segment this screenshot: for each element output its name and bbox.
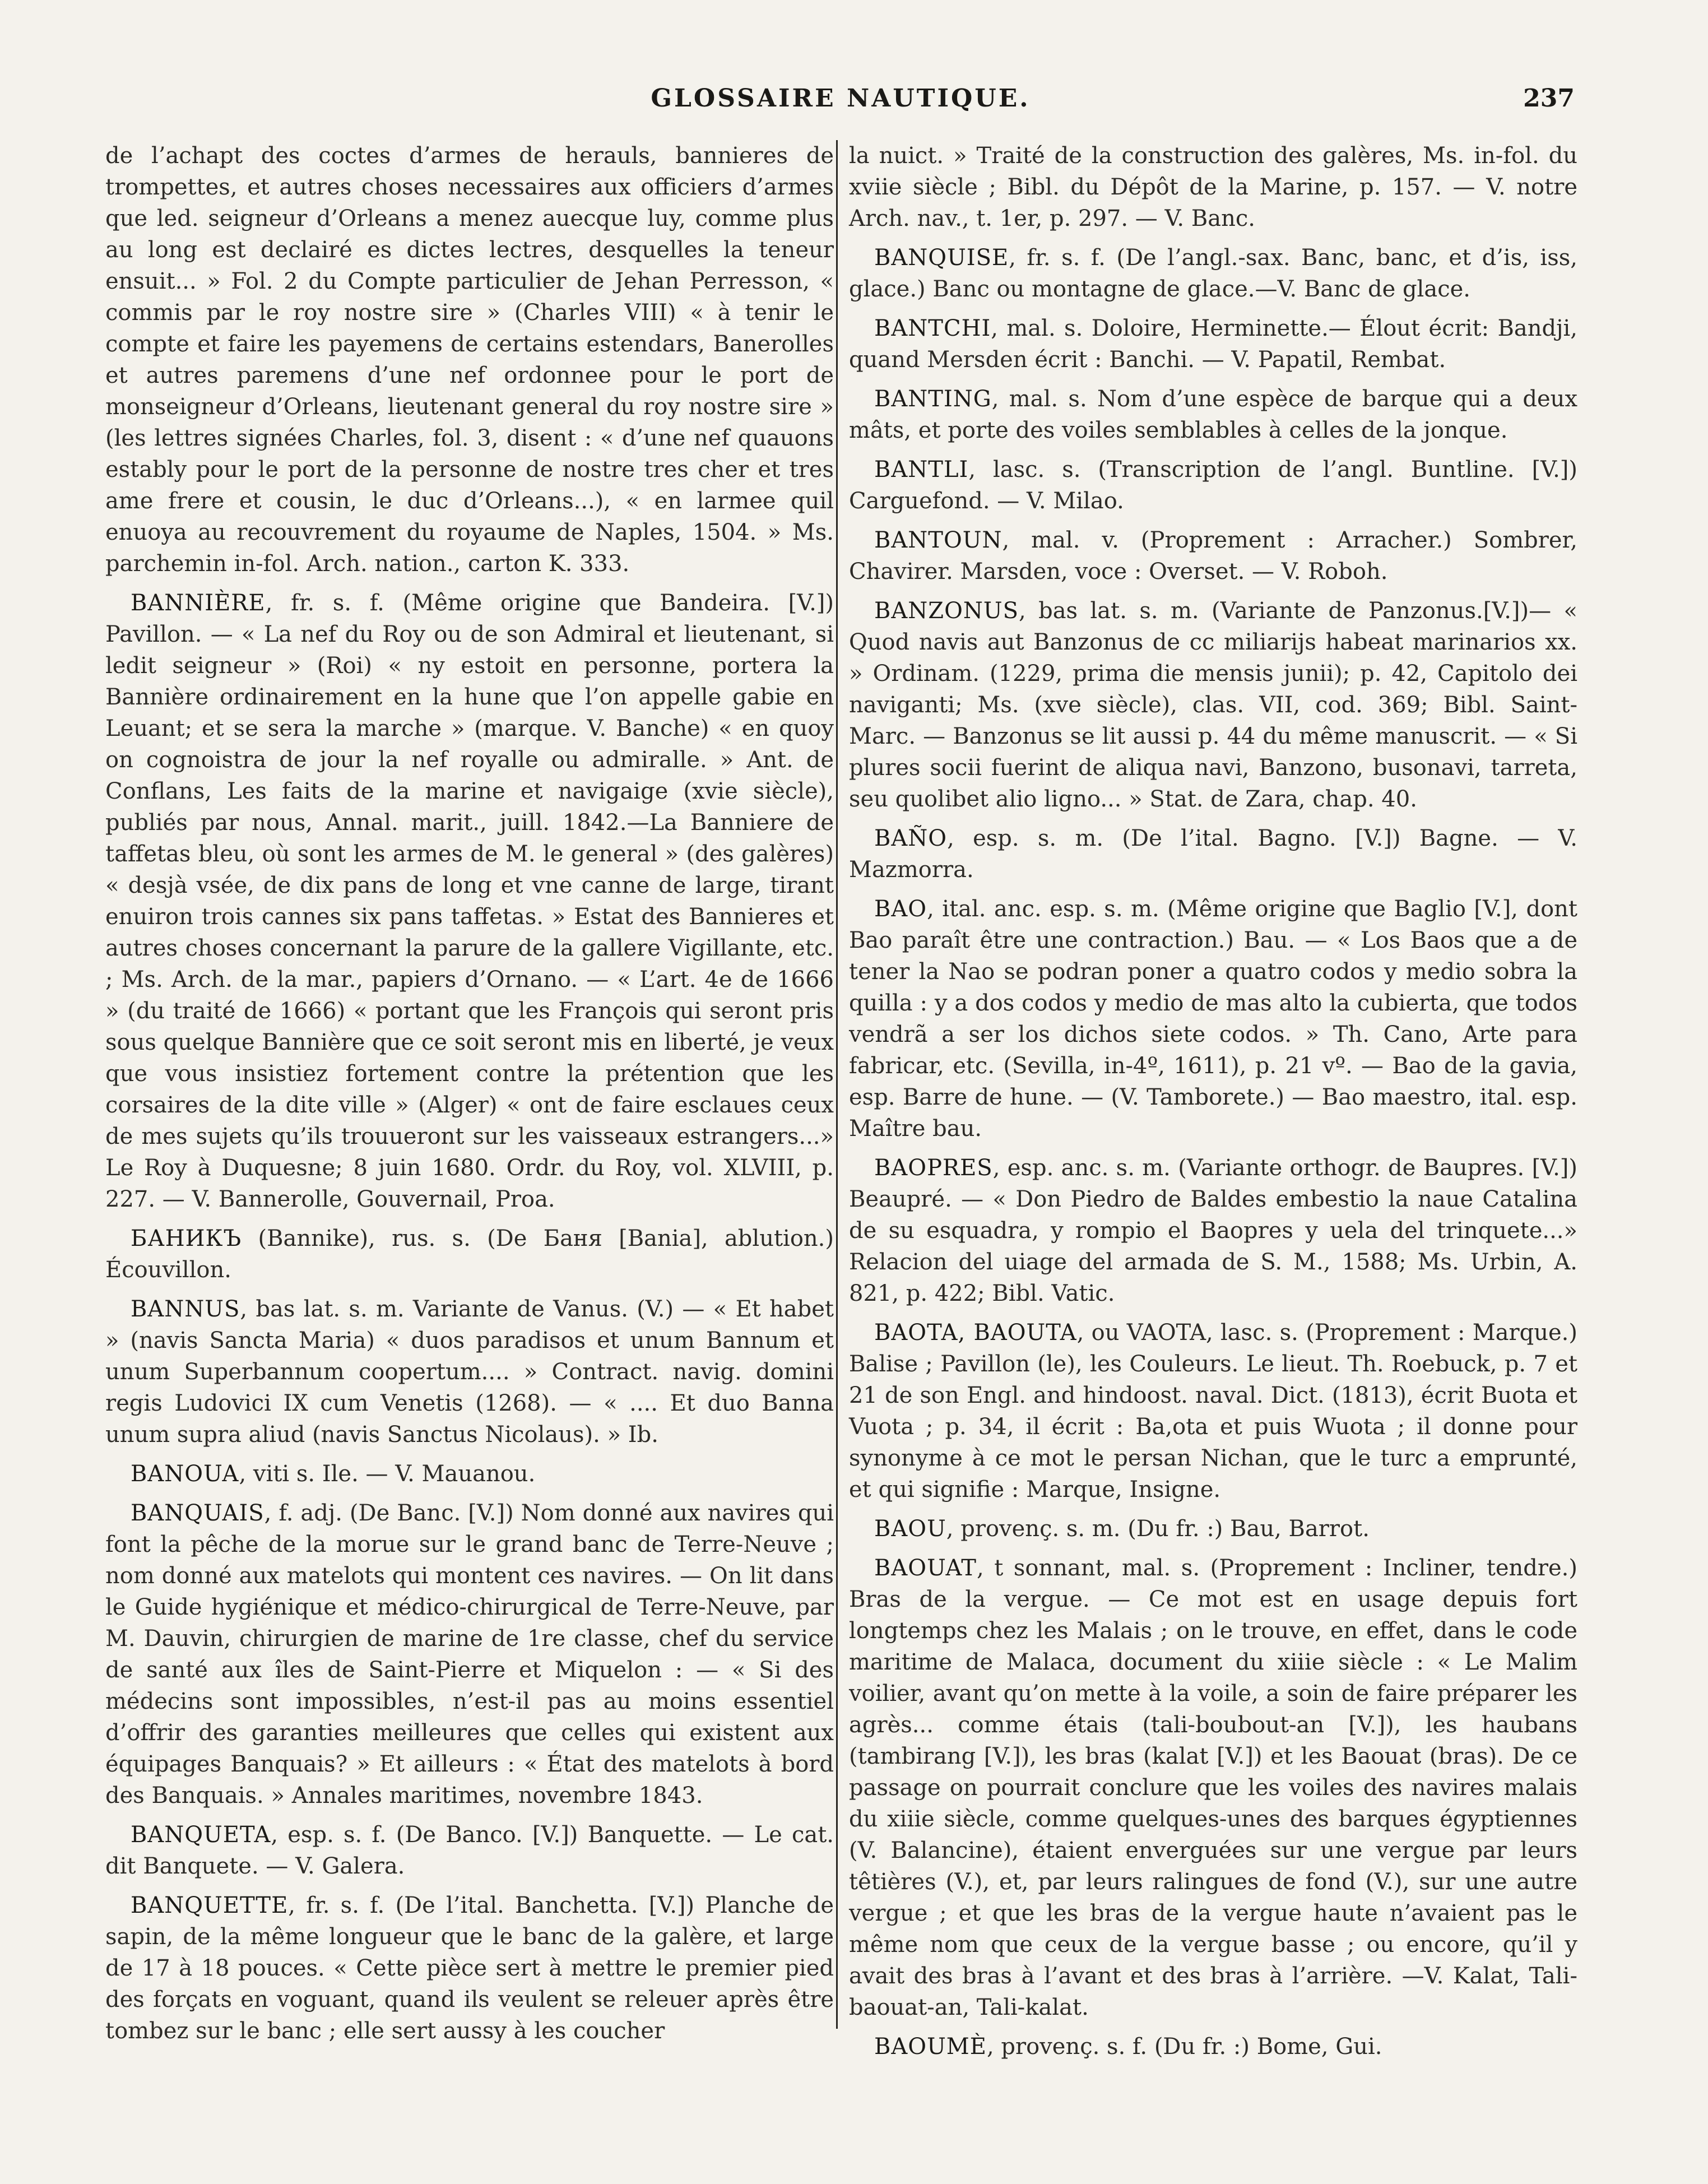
- entry-headword: BANQUISE: [874, 245, 1009, 271]
- glossary-entry: [849, 313, 1577, 375]
- entry-text: , ital. anc. esp. s. m. (Même origine que Baglio [V.], dont Bao paraît être une contraction.) Bau. — « Los Baos que a de tener la Nao se podran poner a quatro codos y medio sobra la quilla : y a dos codos y medio de mas alto la cubierta, que todos vendrã a ser los dichos siete codos. » Th. Cano, Arte para fabricar, etc. (Sevilla, in-4º, 1611), p. 21 vº. — Bao de la gavia, esp. Barre de hune. — (V. Tamborete.) — Bao maestro, ital. esp. Maître bau.: [849, 896, 1577, 1142]
- entry-text: , mal. s. Nom d’une espèce de barque qui a deux mâts, et porte des voiles semblables à celles de la jonque.: [849, 386, 1577, 443]
- entry-headword: BAOPRES: [874, 1155, 993, 1181]
- entry-headword: BAOUMÈ: [874, 2034, 987, 2060]
- entry-text: , mal. s. Doloire, Herminette.— Élout écrit: Bandji, quand Mersden écrit : Banchi. — V. Papatil, Rembat.: [849, 316, 1577, 373]
- glossary-entry: [105, 140, 834, 579]
- glossary-entry: [849, 454, 1577, 517]
- glossary-entry: [849, 823, 1577, 885]
- entry-headword: БАНИКЪ: [131, 1226, 242, 1251]
- page-title: GLOSSAIRE NAUTIQUE.: [651, 84, 1031, 113]
- entry-text: , bas lat. s. m. Variante de Vanus. (V.) — « Et habet » (navis Sancta Maria) « duos paradisos et unum Bannum et unum Superbannum coopertum.... » Contract. navig. domini regis Ludovici IX cum Venetis (1268). — « .... Et duo Banna unum supra aliud (navis Sanctus Nicolaus). » Ib.: [105, 1296, 834, 1448]
- entry-text: , fr. s. f. (Même origine que Bandeira. [V.]) Pavillon. — « La nef du Roy ou de son Admiral et lieutenant, si ledit seigneur » (Roi) « ny estoit en personne, portera la Bannière ordinairement en la hune que l’on appelle gabie en Leuant; et se sera la marche » (marque. V. Banche) « en quoy on cognoistra de jour la nef royalle ou admiralle. » Ant. de Conflans, Les faits de la marine et navigaige (xvie siècle), publiés par nous, Annal. marit., juill. 1842.—La Banniere de taffetas bleu, où sont les armes de M. le general » (des galères) « desjà vsée, de dix pans de long et vne canne de large, tirant enuiron trois cannes six pans taffetas. » Estat des Bannieres et autres choses concernant la parure de la gallere Vigillante, etc. ; Ms. Arch. de la mar., papiers d’Ornano. — « L’art. 4e de 1666 » (du traité de 1666) « portant que les François qui seront pris sous quelque Bannière que ce soit seront mis en liberté, je veux que vous insistiez fortement contre la prétention que les corsaires de la dite ville » (Alger) « ont de faire esclaues ceux de mes sujets qu’ils trouueront sur les vaisseaux estrangers...» Le Roy à Duquesne; 8 juin 1680. Ordr. du Roy, vol. XLVIII, p. 227. — V. Bannerolle, Gouvernail, Proa.: [105, 590, 834, 1212]
- entry-headword: BANNIÈRE: [131, 590, 266, 616]
- glossary-entry: [849, 140, 1577, 234]
- entry-headword: BANOUA: [131, 1461, 239, 1487]
- entry-text: , f. adj. (De Banc. [V.]) Nom donné aux navires qui font la pêche de la morue sur le grand banc de Terre-Neuve ; nom donné aux matelots qui montent ces navires. — On lit dans le Guide hygiénique et médico-chirurgical de Terre-Neuve, par M. Dauvin, chirurgien de marine de 1re classe, chef du service de santé aux îles de Saint-Pierre et Miquelon : — « Si des médecins sont impossibles, n’est-il pas au moins essentiel d’offrir des garanties meilleures que celles qui existent aux équipages Banquais? » Et ailleurs : « État des matelots à bord des Banquais. » Annales maritimes, novembre 1843.: [105, 1500, 834, 1809]
- entry-headword: BAOUAT: [874, 1555, 977, 1581]
- glossary-entry: [849, 1513, 1577, 1545]
- glossary-entry: [849, 1152, 1577, 1309]
- glossary-entry: [849, 2031, 1577, 2062]
- entry-text: , bas lat. s. m. (Variante de Panzonus.[V.])— « Quod navis aut Banzonus de cc miliarijs habeat marinarios xx. » Ordinam. (1229, prima die mensis junii); p. 42, Capitolo dei naviganti; Ms. (xve siècle), clas. VII, cod. 369; Bibl. Saint- Marc. — Banzonus se lit aussi p. 44 du même manuscrit. — « Si plures socii fuerint de aliqua navi, Banzono, busonavi, tarreta, seu quolibet alio ligno... » Stat. de Zara, chap. 40.: [849, 598, 1577, 812]
- entry-text: la nuict. » Traité de la construction des galères, Ms. in-fol. du xviie siècle ; Bibl. du Dépôt de la Marine, p. 157. — V. notre Arch. nav., t. 1er, p. 297. — V. Banc.: [849, 143, 1577, 231]
- entry-text: , provenç. s. m. (Du fr. :) Bau, Barrot.: [946, 1516, 1370, 1542]
- entry-text: , ou VAOTA, lasc. s. (Proprement : Marque.) Balise ; Pavillon (le), les Couleurs. Le lieut. Th. Roebuck, p. 7 et 21 de son Engl. and hindoost. naval. Dict. (1813), écrit Buota et Vuota ; p. 34, il écrit : Ba,ota et puis Wuota ; il donne pour synonyme à ce mot le persan Nichan, que le turc a emprunté, et qui signifie : Marque, Insigne.: [849, 1320, 1577, 1503]
- glossary-entry: [849, 1552, 1577, 2023]
- entry-text: , esp. s. m. (De l’ital. Bagno. [V.]) Bagne. — V. Mazmorra.: [849, 826, 1577, 883]
- entry-text: , mal. v. (Proprement : Arracher.) Sombrer, Chavirer. Marsden, voce : Overset. — V. Roboh.: [849, 527, 1577, 585]
- glossary-entry: [105, 1819, 834, 1882]
- glossary-entry: [105, 1458, 834, 1490]
- entry-text: , fr. s. f. (De l’ital. Banchetta. [V.]) Planche de sapin, de la même longueur que le banc de la galère, et large de 17 à 18 pouces. « Cette pièce sert à mettre le premier pied des forçats en voguant, quand ils veulent se releuer après être tombez sur le banc ; elle sert aussy à les coucher: [105, 1893, 834, 2044]
- entry-headword: BANTLI: [874, 457, 969, 483]
- entry-headword: BANTING: [874, 386, 992, 412]
- glossary-entry: [849, 595, 1577, 815]
- glossary-entry: [105, 1890, 834, 2047]
- running-header: [106, 84, 1575, 123]
- entry-text: de l’achapt des coctes d’armes de herauls, bannieres de trompettes, et autres choses necessaires aux officiers d’armes que led. seigneur d’Orleans a menez auecque luy, comme plus au long est declairé es dictes lectres, desquelles la teneur ensuit... » Fol. 2 du Compte particulier de Jehan Perresson, « commis par le roy nostre sire » (Charles VIII) « à tenir le compte et faire les payemens de certains estendars, Banerolles et autres paremens d’une nef ordonnee pour le port de monseigneur d’Orleans, lieutenant general du roy nostre sire » (les lettres signées Charles, fol. 3, disent : « d’une nef quauons estably pour le port de la personne de nostre tres cher et tres ame frere et cousin, le duc d’Orleans...), « en larmee quil enuoya au recouvrement du royaume de Naples, 1504. » Ms. parchemin in-fol. Arch. nation., carton K. 333.: [105, 143, 834, 577]
- left-column: [105, 140, 834, 2044]
- right-column: [849, 140, 1577, 2060]
- entry-headword: BAÑO: [874, 826, 948, 851]
- glossary-entry: [849, 525, 1577, 587]
- entry-text: (Bannike), rus. s. (De Баня [Bania], ablution.) Écouvillon.: [105, 1226, 834, 1283]
- entry-headword: BANQUETTE: [131, 1893, 289, 1918]
- glossary-entry: [849, 1317, 1577, 1505]
- entry-headword: BANZONUS: [874, 598, 1019, 624]
- glossary-entry: [105, 1293, 834, 1450]
- entry-headword: BANTOUN: [874, 527, 1002, 553]
- entry-text: , esp. s. f. (De Banco. [V.]) Banquette. — Le cat. dit Banquete. — V. Galera.: [105, 1822, 834, 1879]
- entry-text: , t sonnant, mal. s. (Proprement : Incliner, tendre.) Bras de la vergue. — Ce mot est en usage depuis fort longtemps chez les Malais ; on le trouve, en effet, dans le code maritime de Malaca, document du xiiie siècle : « Le Malim voilier, avant qu’on mette à la voile, a soin de faire préparer les agrès... comme étais (tali-boubout-an [V.]), les haubans (tambirang [V.]), les bras (kalat [V.]) et les Baouat (bras). De ce passage on pourrait conclure que les voiles des navires malais du xiiie siècle, comme quelques-unes des barques égyptiennes (V. Balancine), étaient enverguées sur une vergue par leurs têtières (V.), et, par leurs ralingues de fond (V.), sur une autre vergue ; et que les bras de la vergue haute n’avaient pas le même nom que ceux de la vergue basse ; ou encore, qu’il y avait des bras à l’avant et des bras à l’arrière. —V. Kalat, Tali-baouat-an, Tali-kalat.: [849, 1555, 1577, 2020]
- glossary-entry: [105, 1223, 834, 1286]
- entry-headword: BANQUETA: [131, 1822, 271, 1848]
- entry-headword: BAOTA, BAOUTA: [874, 1320, 1077, 1346]
- column-divider: [836, 140, 838, 2029]
- glossary-entry: [849, 383, 1577, 446]
- entry-text: , provenç. s. f. (Du fr. :) Bome, Gui.: [986, 2034, 1382, 2060]
- entry-headword: BAOU: [874, 1516, 946, 1542]
- glossary-entry: [849, 242, 1577, 305]
- entry-text: , esp. anc. s. m. (Variante orthogr. de Baupres. [V.]) Beaupré. — « Don Piedro de Baldes embestio la naue Catalina de su esquadra, y rompio el Baopres y uela del trinquete...» Relacion del uiage del armada de S. M., 1588; Ms. Urbin, A. 821, p. 422; Bibl. Vatic.: [849, 1155, 1577, 1306]
- glossary-entry: [105, 587, 834, 1215]
- entry-text: , viti s. Ile. — V. Mauanou.: [239, 1461, 536, 1487]
- entry-text: , fr. s. f. (De l’angl.-sax. Banc, banc, et d’is, iss, glace.) Banc ou montagne de glace.—V. Banc de glace.: [849, 245, 1577, 302]
- page-number: 237: [1523, 84, 1575, 113]
- entry-headword: BANQUAIS: [131, 1500, 264, 1526]
- entry-text: , lasc. s. (Transcription de l’angl. Buntline. [V.]) Carguefond. — V. Milao.: [849, 457, 1577, 514]
- glossary-entry: [105, 1497, 834, 1811]
- entry-headword: BANTCHI: [874, 316, 991, 341]
- glossary-entry: [849, 893, 1577, 1144]
- entry-headword: BANNUS: [131, 1296, 240, 1322]
- entry-headword: BAO: [874, 896, 927, 922]
